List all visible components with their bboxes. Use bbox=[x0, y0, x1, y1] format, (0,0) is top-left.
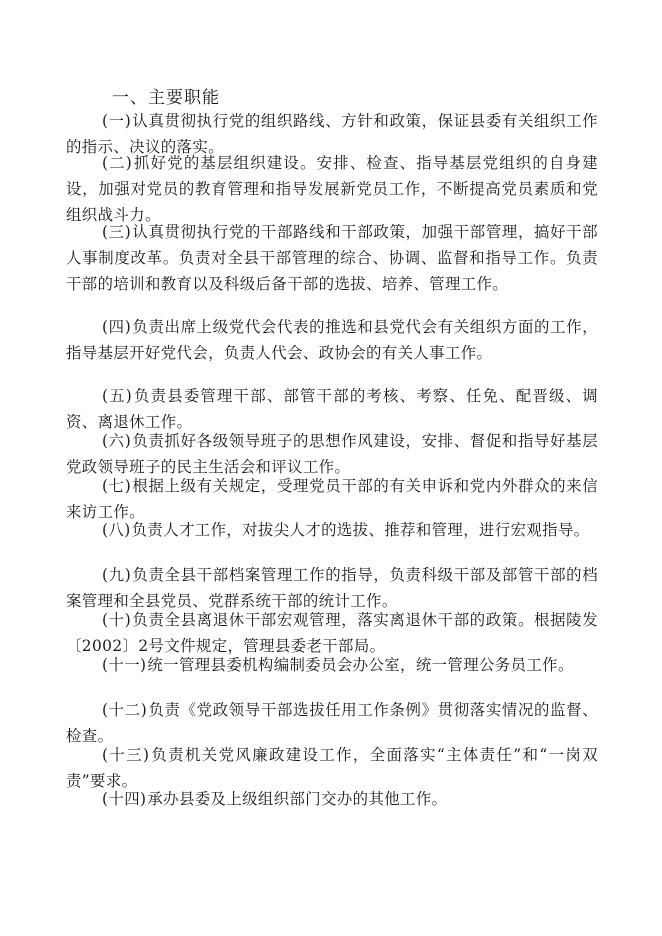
item-number: (二) bbox=[102, 154, 133, 172]
duty-item-4 bbox=[66, 314, 598, 366]
item-number: (四) bbox=[102, 318, 132, 336]
item-number: (十二) bbox=[102, 701, 148, 719]
duty-item-3 bbox=[66, 219, 598, 297]
duty-item-8 bbox=[66, 517, 598, 543]
item-text: 负责机关党风廉政建设工作，全面落实“主体责任”和“一岗双责”要求。 bbox=[66, 746, 599, 790]
item-number: (十三) bbox=[102, 746, 150, 764]
item-text: 负责县委管理干部、部管干部的考核、考察、任免、配晋级、调资、离退休工作。 bbox=[66, 387, 598, 431]
item-text: 负责全县离退休干部宏观管理，落实离退休干部的政策。根据陵发〔2002〕2号文件规定，管理县委老干部局。 bbox=[66, 611, 598, 655]
item-text: 认真贯彻执行党的组织路线、方针和政策，保证县委有关组织工作的指示、决议的落实。 bbox=[66, 112, 598, 156]
duty-item-14 bbox=[66, 786, 598, 812]
item-number: (一) bbox=[102, 112, 132, 130]
item-text: 负责全县干部档案管理工作的指导，负责科级干部及部管干部的档案管理和全县党员、党群系统干部的统计工作。 bbox=[66, 566, 598, 610]
duty-item-11 bbox=[66, 652, 598, 678]
item-text: 抓好党的基层组织建设。安排、检查、指导基层党组织的自身建设，加强对党员的教育管理和指导发展新党员工作，不断提高党员素质和党组织战斗力。 bbox=[66, 154, 598, 224]
item-text: 负责人才工作，对拔尖人才的选拔、推荐和管理，进行宏观指导。 bbox=[131, 521, 590, 539]
item-number: (六) bbox=[102, 432, 132, 450]
item-text: 认真贯彻执行党的干部路线和干部政策，加强干部管理，搞好干部人事制度改革。负责对全县干部管理的综合、协调、监督和指导工作。负责干部的培训和教育以及科级后备干部的选拔、培养、管理工作。 bbox=[66, 223, 598, 293]
item-number: (五) bbox=[102, 387, 133, 405]
duty-item-2 bbox=[66, 150, 598, 228]
item-number: (八) bbox=[102, 521, 131, 539]
item-text: 负责抓好各级领导班子的思想作风建设，安排、督促和指导好基层党政领导班子的民主生活会和评议工作。 bbox=[66, 432, 598, 476]
item-number: (七) bbox=[102, 477, 132, 495]
item-number: (十一) bbox=[102, 656, 147, 674]
item-text: 负责《党政领导干部选拔任用工作条例》贯彻落实情况的监督、检查。 bbox=[66, 701, 599, 745]
item-number: (十) bbox=[102, 611, 132, 629]
item-number: (十四) bbox=[102, 790, 147, 808]
item-text: 承办县委及上级组织部门交办的其他工作。 bbox=[147, 790, 448, 808]
item-number: (三) bbox=[102, 223, 132, 241]
item-text: 负责出席上级党代会代表的推选和县党代会有关组织方面的工作，指导基层开好党代会，负责人代会、政协会的有关人事工作。 bbox=[66, 318, 598, 362]
item-number: (九) bbox=[102, 566, 132, 584]
item-text: 统一管理县委机构编制委员会办公室，统一管理公务员工作。 bbox=[147, 656, 574, 674]
document-page bbox=[66, 0, 598, 936]
section-heading: 一、主要职能 bbox=[112, 88, 220, 108]
item-text: 根据上级有关规定，受理党员干部的有关申诉和党内外群众的来信来访工作。 bbox=[66, 477, 598, 521]
